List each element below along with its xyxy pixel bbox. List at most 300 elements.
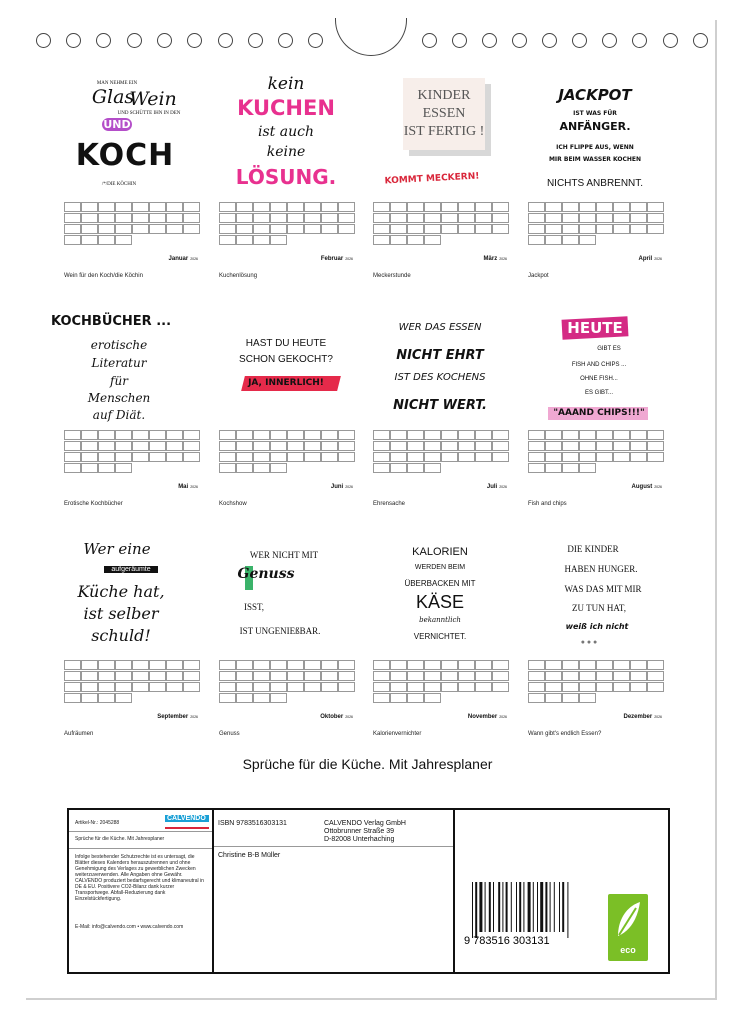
day-cell — [475, 213, 492, 223]
quote-line: ist auch — [258, 124, 314, 140]
quote-line: KINDER — [417, 88, 471, 103]
month-year: 2026 — [654, 485, 662, 489]
day-cell — [373, 224, 390, 234]
day-cell — [579, 213, 596, 223]
month-year: 2026 — [499, 485, 507, 489]
day-cell — [475, 452, 492, 462]
day-cell — [373, 660, 390, 670]
quote-line: WER NICHT MIT — [249, 550, 319, 560]
quote-line: SCHON GEKOCHT? — [239, 354, 333, 365]
day-cell — [647, 430, 664, 440]
day-cell — [270, 671, 287, 681]
day-cell — [545, 213, 562, 223]
binding-ring — [632, 33, 647, 48]
day-cell — [596, 213, 613, 223]
day-cell — [579, 660, 596, 670]
day-cell — [338, 224, 355, 234]
eco-badge — [608, 894, 648, 961]
day-cell — [579, 235, 596, 245]
day-cell — [98, 682, 115, 692]
month-day-grid — [373, 660, 507, 704]
day-cell — [562, 660, 579, 670]
day-cell — [407, 671, 424, 681]
day-cell — [492, 202, 509, 212]
quote-line: OHNE FISH... — [580, 376, 618, 382]
barcode-bar — [523, 882, 524, 932]
day-cell — [373, 213, 390, 223]
day-cell — [321, 213, 338, 223]
month-year: 2026 — [190, 485, 198, 489]
day-cell — [98, 660, 115, 670]
binding-ring — [572, 33, 587, 48]
day-cell — [613, 213, 630, 223]
day-cell — [596, 452, 613, 462]
binding-ring — [218, 33, 233, 48]
brand-logo-text: CALVENDO — [165, 815, 209, 822]
day-cell — [321, 202, 338, 212]
day-cell — [98, 463, 115, 473]
day-cell — [458, 213, 475, 223]
day-cell — [338, 660, 355, 670]
day-cell — [390, 441, 407, 451]
day-cell — [98, 202, 115, 212]
barcode-bar — [479, 882, 482, 932]
day-cell — [475, 660, 492, 670]
day-cell — [253, 441, 270, 451]
day-cell — [338, 430, 355, 440]
day-cell — [338, 452, 355, 462]
quote-line: NICHTS ANBRENNT. — [546, 178, 644, 189]
day-cell — [219, 693, 236, 703]
day-cell — [321, 682, 338, 692]
day-cell — [183, 452, 200, 462]
quote-art-maerz — [373, 74, 507, 199]
month-januar — [64, 74, 198, 289]
day-cell — [441, 671, 458, 681]
day-cell — [81, 213, 98, 223]
day-cell — [407, 202, 424, 212]
month-day-grid — [64, 202, 198, 246]
day-cell — [424, 202, 441, 212]
day-cell — [441, 202, 458, 212]
binding-ring — [308, 33, 323, 48]
month-caption: Wein für den Koch/die Köchin — [64, 273, 143, 279]
binding-ring — [663, 33, 678, 48]
day-cell — [253, 671, 270, 681]
month-caption: Genuss — [219, 731, 240, 737]
month-name — [484, 256, 507, 262]
day-cell — [545, 671, 562, 681]
day-cell — [373, 430, 390, 440]
quote-art-juli — [373, 302, 507, 427]
quote-line: Wein — [129, 88, 177, 110]
day-cell — [253, 213, 270, 223]
day-cell — [579, 671, 596, 681]
month-year: 2026 — [345, 715, 353, 719]
day-cell — [132, 202, 149, 212]
binding-ring — [452, 33, 467, 48]
day-cell — [304, 202, 321, 212]
month-name — [468, 714, 507, 720]
month-year: 2026 — [499, 257, 507, 261]
quote-art-april — [528, 74, 662, 199]
day-cell — [149, 660, 166, 670]
day-cell — [253, 693, 270, 703]
quote-line: Literatur — [91, 356, 147, 370]
quote-line: KALORIEN — [412, 546, 468, 558]
day-cell — [81, 224, 98, 234]
day-cell — [390, 224, 407, 234]
day-cell — [81, 441, 98, 451]
day-cell — [545, 224, 562, 234]
day-cell — [647, 224, 664, 234]
month-name — [639, 256, 662, 262]
day-cell — [390, 660, 407, 670]
day-cell — [321, 452, 338, 462]
day-cell — [613, 660, 630, 670]
quote-line: /*/DIE KÖCHIN — [101, 182, 137, 187]
day-cell — [528, 660, 545, 670]
day-cell — [98, 671, 115, 681]
quote-line: KÄSE — [415, 592, 465, 612]
day-cell — [579, 224, 596, 234]
quote-art-november — [373, 532, 507, 657]
day-cell — [475, 202, 492, 212]
day-cell — [647, 452, 664, 462]
day-cell — [270, 452, 287, 462]
day-cell — [596, 224, 613, 234]
day-cell — [647, 441, 664, 451]
day-cell — [64, 452, 81, 462]
day-cell — [236, 235, 253, 245]
day-cell — [407, 463, 424, 473]
month-name — [178, 484, 198, 490]
quote-line: schuld! — [91, 626, 151, 645]
month-name — [632, 484, 662, 490]
day-cell — [64, 224, 81, 234]
day-cell — [98, 452, 115, 462]
quote-line: auf Diät. — [92, 408, 146, 422]
day-cell — [287, 441, 304, 451]
quote-art-mai — [50, 302, 198, 427]
isbn-barcode — [464, 882, 578, 946]
day-cell — [458, 430, 475, 440]
month-name-text: November — [467, 714, 498, 720]
quote-line: ANFÄNGER. — [559, 120, 631, 133]
quote-line: MIR BEIM WASSER KOCHEN — [548, 156, 642, 163]
day-cell — [115, 452, 132, 462]
binding-ring — [96, 33, 111, 48]
day-cell — [562, 441, 579, 451]
day-cell — [236, 213, 253, 223]
day-cell — [596, 430, 613, 440]
day-cell — [270, 213, 287, 223]
day-cell — [528, 693, 545, 703]
day-cell — [253, 224, 270, 234]
quote-line: ZU TUN HAT, — [572, 603, 626, 613]
quote-line: erotische — [90, 338, 148, 352]
quote-line: Genuss — [237, 566, 295, 582]
day-cell — [373, 671, 390, 681]
month-november — [373, 532, 507, 747]
day-cell — [390, 235, 407, 245]
day-cell — [441, 682, 458, 692]
day-cell — [596, 441, 613, 451]
quote-line: HABEN HUNGER. — [564, 564, 638, 574]
day-cell — [236, 224, 253, 234]
day-cell — [219, 202, 236, 212]
month-juli — [373, 302, 507, 517]
day-cell — [64, 441, 81, 451]
day-cell — [475, 671, 492, 681]
day-cell — [219, 430, 236, 440]
day-cell — [304, 671, 321, 681]
day-cell — [183, 441, 200, 451]
month-year: 2026 — [345, 257, 353, 261]
day-cell — [304, 682, 321, 692]
day-cell — [132, 452, 149, 462]
barcode-bar — [516, 882, 517, 932]
quote-line: aufgeräumte — [104, 566, 158, 573]
day-cell — [183, 682, 200, 692]
author: Christine B-B Müller — [218, 852, 281, 859]
day-cell — [270, 693, 287, 703]
day-cell — [492, 213, 509, 223]
quote-art-juni — [219, 302, 353, 427]
day-cell — [458, 441, 475, 451]
day-cell — [545, 693, 562, 703]
month-name — [169, 256, 198, 262]
day-cell — [338, 682, 355, 692]
day-cell — [166, 660, 183, 670]
day-cell — [115, 682, 132, 692]
month-day-grid — [373, 430, 507, 474]
day-cell — [321, 224, 338, 234]
month-day-grid — [64, 660, 198, 704]
barcode-bar — [472, 882, 473, 938]
day-cell — [338, 671, 355, 681]
day-cell — [492, 441, 509, 451]
day-cell — [64, 213, 81, 223]
article-number: Artikel-Nr.: 2045288 — [75, 820, 120, 826]
day-cell — [338, 213, 355, 223]
day-cell — [81, 682, 98, 692]
month-day-grid — [219, 430, 353, 474]
month-year: 2026 — [654, 257, 662, 261]
quote-line: "AAAND CHIPS!!!" — [553, 408, 645, 418]
quote-line: HAST DU HEUTE — [245, 338, 327, 349]
quote-line: ICH FLIPPE AUS, WENN — [556, 144, 634, 151]
day-cell — [579, 463, 596, 473]
day-cell — [287, 660, 304, 670]
quote-line: KUCHEN — [237, 96, 335, 120]
day-cell — [475, 430, 492, 440]
month-name-text: April — [638, 256, 653, 262]
day-cell — [304, 452, 321, 462]
day-cell — [115, 235, 132, 245]
day-cell — [64, 671, 81, 681]
binding-ring — [66, 33, 81, 48]
month-name — [321, 256, 353, 262]
month-year: 2026 — [499, 715, 507, 719]
binding-ring — [157, 33, 172, 48]
day-cell — [562, 452, 579, 462]
day-cell — [132, 213, 149, 223]
binding-ring — [482, 33, 497, 48]
day-cell — [407, 235, 424, 245]
day-cell — [562, 430, 579, 440]
publisher-line: Ottobrunner Straße 39 — [324, 828, 395, 835]
binding-ring — [602, 33, 617, 48]
month-name-text: Februar — [320, 256, 344, 262]
month-name — [331, 484, 353, 490]
day-cell — [596, 682, 613, 692]
day-cell — [545, 682, 562, 692]
day-cell — [166, 682, 183, 692]
day-cell — [407, 441, 424, 451]
day-cell — [475, 682, 492, 692]
day-cell — [236, 202, 253, 212]
day-cell — [613, 430, 630, 440]
day-cell — [321, 441, 338, 451]
day-cell — [253, 660, 270, 670]
day-cell — [81, 202, 98, 212]
day-cell — [166, 452, 183, 462]
day-cell — [579, 430, 596, 440]
quote-line: Küche hat, — [77, 582, 165, 601]
day-cell — [287, 224, 304, 234]
day-cell — [407, 430, 424, 440]
barcode-bar — [554, 882, 555, 932]
day-cell — [81, 660, 98, 670]
binding-rings — [0, 0, 735, 60]
quote-line: FISH AND CHIPS ... — [571, 362, 627, 368]
day-cell — [424, 660, 441, 670]
day-cell — [149, 441, 166, 451]
quote-line: ESSEN — [422, 106, 466, 121]
day-cell — [253, 430, 270, 440]
day-cell — [492, 224, 509, 234]
day-cell — [236, 452, 253, 462]
month-name — [624, 714, 662, 720]
day-cell — [115, 463, 132, 473]
day-cell — [287, 430, 304, 440]
day-cell — [613, 671, 630, 681]
quote-line: JACKPOT — [558, 86, 632, 104]
day-cell — [441, 660, 458, 670]
day-cell — [424, 430, 441, 440]
day-cell — [613, 452, 630, 462]
month-name-text: Oktober — [320, 714, 344, 720]
day-cell — [270, 682, 287, 692]
quote-line: keine — [266, 144, 306, 160]
day-cell — [630, 224, 647, 234]
day-cell — [304, 660, 321, 670]
barcode-bar — [489, 882, 491, 932]
day-cell — [596, 202, 613, 212]
month-name — [157, 714, 198, 720]
day-cell — [475, 224, 492, 234]
day-cell — [458, 224, 475, 234]
day-cell — [545, 441, 562, 451]
day-cell — [630, 441, 647, 451]
month-caption: Kuchenlösung — [219, 273, 258, 279]
day-cell — [630, 213, 647, 223]
day-cell — [98, 224, 115, 234]
day-cell — [441, 224, 458, 234]
day-cell — [304, 224, 321, 234]
day-cell — [441, 441, 458, 451]
day-cell — [270, 463, 287, 473]
barcode-bar — [540, 882, 543, 932]
day-cell — [304, 441, 321, 451]
day-cell — [98, 693, 115, 703]
day-cell — [338, 202, 355, 212]
quote-line: UND SCHÜTTE IHN IN DEN — [117, 111, 181, 116]
month-day-grid — [373, 202, 507, 246]
day-cell — [441, 452, 458, 462]
day-cell — [149, 202, 166, 212]
quote-line: IST FERTIG ! — [403, 124, 485, 139]
quote-line: VERNICHTET. — [413, 632, 467, 641]
day-cell — [528, 463, 545, 473]
month-year: 2026 — [345, 485, 353, 489]
month-dezember — [528, 532, 662, 747]
day-cell — [219, 463, 236, 473]
month-caption: Kochshow — [219, 501, 247, 507]
day-cell — [545, 235, 562, 245]
day-cell — [321, 671, 338, 681]
day-cell — [64, 693, 81, 703]
day-cell — [528, 452, 545, 462]
day-cell — [562, 671, 579, 681]
day-cell — [647, 671, 664, 681]
day-cell — [579, 693, 596, 703]
day-cell — [219, 235, 236, 245]
day-cell — [424, 235, 441, 245]
day-cell — [458, 452, 475, 462]
day-cell — [528, 202, 545, 212]
month-caption: Meckerstunde — [373, 273, 411, 279]
day-cell — [528, 235, 545, 245]
day-cell — [64, 430, 81, 440]
day-cell — [115, 430, 132, 440]
quote-line: ISST, — [243, 602, 265, 612]
quote-line: MAN NEHME EIN — [96, 81, 138, 86]
quote-line: HEUTE — [567, 319, 623, 337]
barcode-bar — [550, 882, 551, 932]
day-cell — [183, 671, 200, 681]
barcode-digits: 9 783516 303131 — [464, 935, 550, 946]
quote-line: Wer eine — [83, 540, 151, 558]
day-cell — [219, 660, 236, 670]
day-cell — [115, 213, 132, 223]
day-cell — [390, 430, 407, 440]
quote-line: für — [110, 374, 128, 388]
day-cell — [596, 660, 613, 670]
day-cell — [132, 441, 149, 451]
day-cell — [321, 430, 338, 440]
day-cell — [236, 660, 253, 670]
day-cell — [528, 224, 545, 234]
day-cell — [132, 660, 149, 670]
month-name-text: Juni — [330, 484, 344, 490]
day-cell — [579, 441, 596, 451]
binding-ring — [512, 33, 527, 48]
day-cell — [287, 452, 304, 462]
barcode-bar — [485, 882, 486, 932]
day-cell — [630, 202, 647, 212]
